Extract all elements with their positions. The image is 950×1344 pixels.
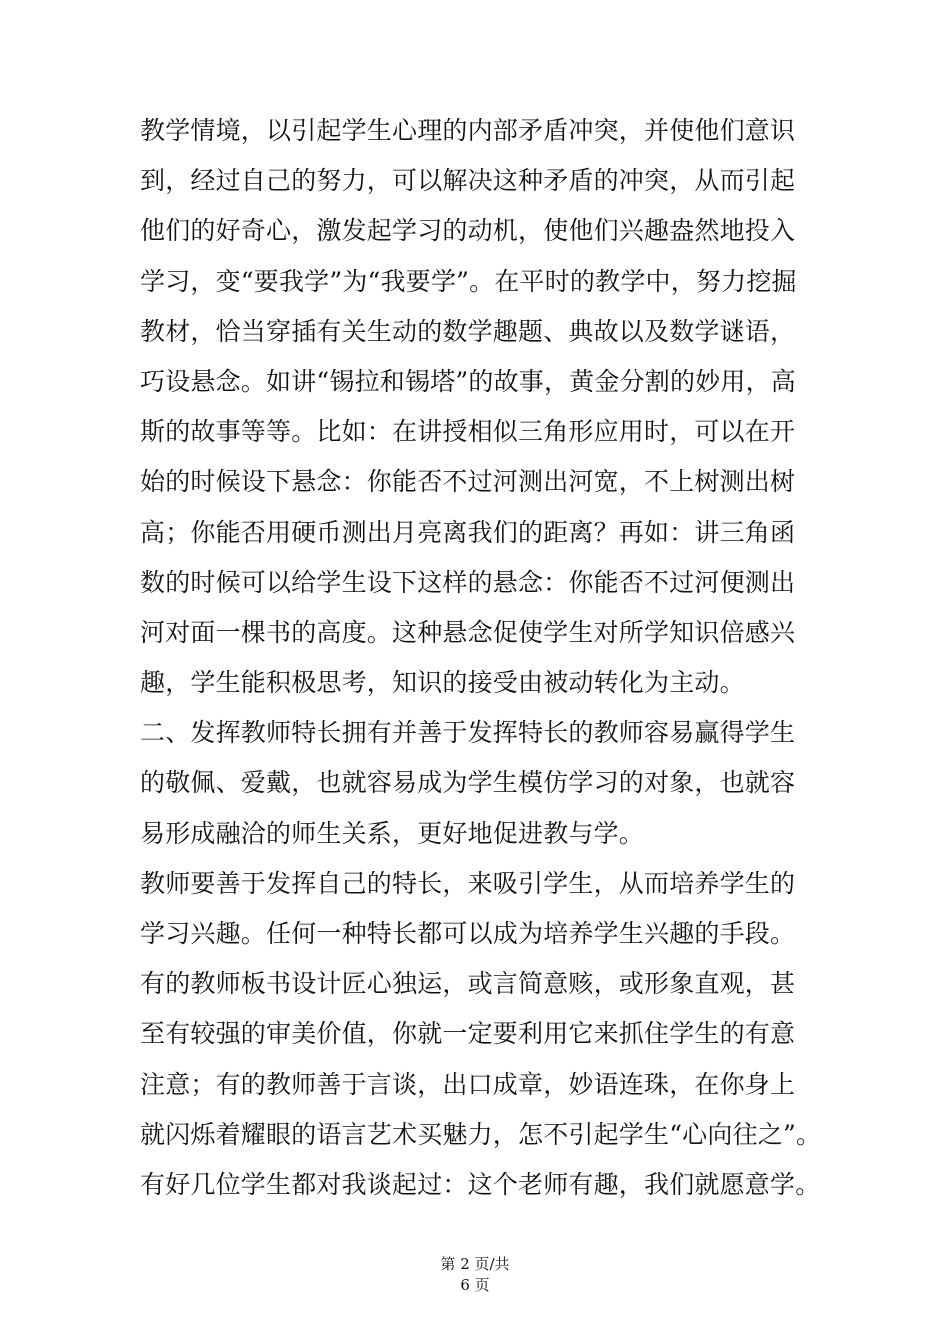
text-line: 教学情境，以引起学生心理的内部矛盾冲突，并使他们意识: [140, 116, 796, 145]
text-line: 至有较强的审美价值，你就一定要利用它来抓住学生的有意: [140, 1019, 796, 1049]
text-line: 斯的故事等等。比如：在讲授相似三角形应用时，可以在开: [140, 417, 796, 447]
text-line: 学习，变“要我学”为“我要学”。在平时的教学中，努力挖掘: [140, 266, 797, 296]
text-line: 数的时候可以给学生设下这样的悬念：你能否不过河便测出: [140, 567, 796, 597]
text-line: 学习兴趣。任何一种特长都可以成为培养学生兴趣的手段。: [140, 919, 796, 948]
text-line: 高；你能否用硬币测出月亮离我们的距离？再如：讲三角函: [140, 517, 796, 547]
text-line: 有的教师板书设计匠心独运，或言简意赅，或形象直观，甚: [140, 969, 796, 999]
page-number-line-1: 第 2 页/共: [440, 1255, 510, 1273]
text-line: 易形成融洽的师生关系，更好地促进教与学。: [140, 818, 645, 848]
text-line: 有好几位学生都对我谈起过：这个老师有趣，我们就愿意学。: [140, 1169, 821, 1199]
text-line: 注意；有的教师善于言谈，出口成章，妙语连珠，在你身上: [140, 1069, 796, 1099]
text-line: 的敬佩、爱戴，也就容易成为学生模仿学习的对象，也就容: [140, 768, 796, 798]
text-line: 趣，学生能积极思考，知识的接受由被动转化为主动。: [140, 668, 745, 698]
section-heading-line: 二、发挥教师特长拥有并善于发挥特长的教师容易赢得学生: [140, 718, 796, 748]
body-text: [140, 108, 840, 1212]
text-line: 教材，恰当穿插有关生动的数学趣题、典故以及数学谜语，: [140, 316, 796, 346]
text-line: 教师要善于发挥自己的特长，来吸引学生，从而培养学生的: [140, 868, 796, 898]
text-line: 始的时候设下悬念：你能否不过河测出河宽，不上树测出树: [140, 467, 796, 497]
text-line: 巧设悬念。如讲“锡拉和锡塔”的故事，黄金分割的妙用，高: [140, 366, 796, 396]
text-line: 到，经过自己的努力，可以解决这种矛盾的冲突，从而引起: [140, 166, 796, 196]
text-line: 就闪烁着耀眼的语言艺术买魅力，怎不引起学生“心向往之”。: [140, 1119, 822, 1149]
text-line: 他们的好奇心，激发起学习的动机，使他们兴趣盎然地投入: [140, 216, 796, 246]
page-number-line-2: 6 页: [460, 1276, 490, 1294]
text-line: 河对面一棵书的高度。这种悬念促使学生对所学知识倍感兴: [140, 617, 796, 647]
